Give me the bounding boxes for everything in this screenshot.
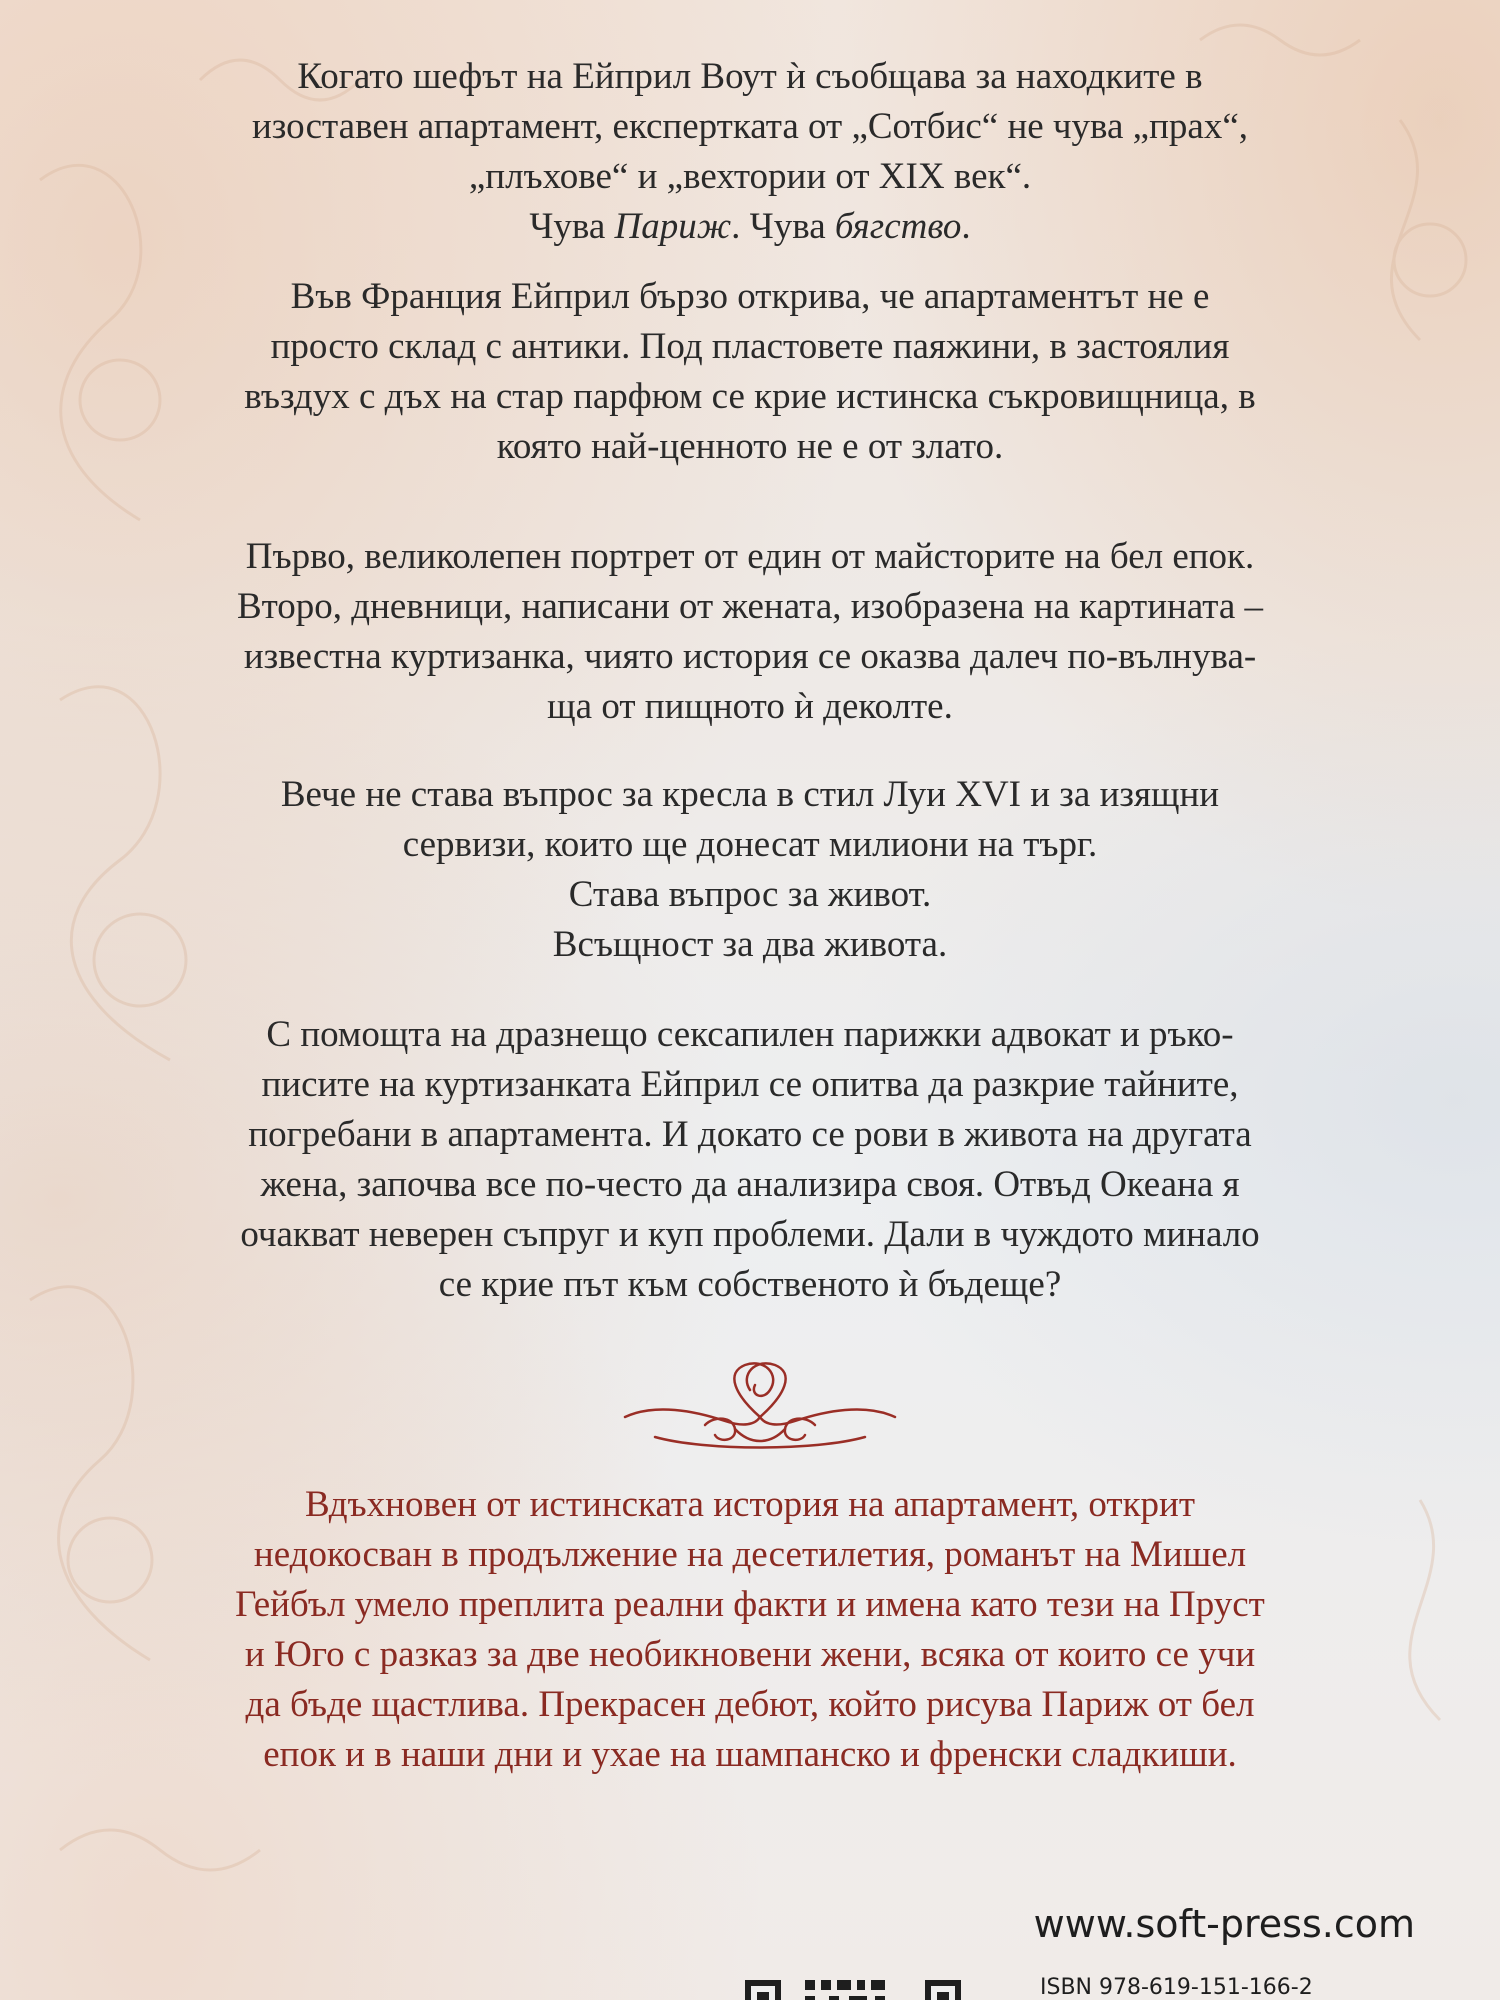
blurb-line: Вече не става въпрос за кресла в стил Луи XVI и за изящни	[280, 774, 1220, 815]
blurb-line-emphasis	[100, 202, 1400, 252]
blurb-paragraph-5	[100, 1010, 1400, 1310]
highlight-line: Гейбъл умело преплита реални факти и имена като тези на Пруст	[235, 1584, 1265, 1625]
blurb-line: погребани в апартамента. И докато се рови в живота на другата	[248, 1114, 1252, 1155]
blurb-line: ща от пищното ѝ деколте.	[547, 686, 953, 727]
blurb-paragraph-1	[100, 52, 1400, 252]
blurb-line: която най-ценното не е от злато.	[496, 426, 1004, 467]
blurb-line: изоставен апартамент, експертката от „Сотбис“ не чува „прах“,	[251, 106, 1249, 147]
blurb-line: писите на куртизанката Ейприл се опитва да разкрие тайните,	[261, 1064, 1239, 1105]
blurb-line: Във Франция Ейприл бързо открива, че апартаментът не е	[290, 276, 1210, 317]
text-segment: Чува	[529, 206, 615, 247]
blurb-paragraph-3	[100, 532, 1400, 732]
flourish-ornament-icon	[615, 1355, 905, 1465]
highlight-line: да бъде щастлива. Прекрасен дебют, който рисува Париж от бел	[245, 1684, 1255, 1725]
blurb-line: въздух с дъх на стар парфюм се крие истинска съкровищница, в	[244, 376, 1256, 417]
blurb-line: очакват неверен съпруг и куп проблеми. Дали в чуждото минало	[240, 1214, 1260, 1255]
blurb-line: Когато шефът на Ейприл Воут ѝ съобщава за находките в	[297, 56, 1203, 97]
publisher-website[interactable]: www.soft-press.com	[1033, 1902, 1415, 1946]
blurb-line: просто склад с антики. Под пластовете паяжини, в застоялия	[270, 326, 1230, 367]
blurb-line: жена, започва все по-често да анализира своя. Отвъд Океана я	[260, 1164, 1240, 1205]
blurb-line: Второ, дневници, написани от жената, изобразена на картината –	[236, 586, 1264, 627]
blurb-line: „плъхове“ и „вехтории от XIX век“.	[468, 156, 1032, 197]
blurb-line: Първо, великолепен портрет от един от майсторите на бел епок.	[245, 536, 1255, 577]
blurb-line: сервизи, които ще донесат милиони на търг.	[402, 824, 1098, 865]
highlight-line: епок и в наши дни и ухае на шампанско и френски сладкиши.	[263, 1734, 1237, 1775]
barcode-qr-icon	[745, 1972, 985, 2000]
blurb-paragraph-4	[100, 770, 1400, 970]
blurb-paragraph-2	[100, 272, 1400, 472]
highlight-line: недокосван в продължение на десетилетия, романът на Мишел	[253, 1534, 1247, 1575]
italic-word-escape: бягство	[834, 206, 962, 247]
highlight-line: Вдъхновен от истинската история на апартамент, открит	[304, 1484, 1196, 1525]
highlight-line: и Юго с разказ за две необикновени жени, всяка от които се учи	[244, 1634, 1256, 1675]
text-segment: .	[961, 206, 971, 247]
isbn-number: ISBN 978-619-151-166-2	[1040, 1975, 1313, 2000]
blurb-line: С помощта на дразнещо сексапилен парижки адвокат и ръко-	[266, 1014, 1234, 1055]
blurb-line: Всъщност за два живота.	[552, 924, 948, 965]
blurb-line: Става въпрос за живот.	[568, 874, 932, 915]
blurb-line: известна куртизанка, чиято история се оказва далеч по-вълнува-	[243, 636, 1257, 677]
highlight-paragraph	[100, 1480, 1400, 1780]
blurb-line: се крие път към собственото ѝ бъдеще?	[438, 1264, 1062, 1305]
text-segment: . Чува	[731, 206, 835, 247]
italic-word-paris: Париж	[614, 206, 732, 247]
